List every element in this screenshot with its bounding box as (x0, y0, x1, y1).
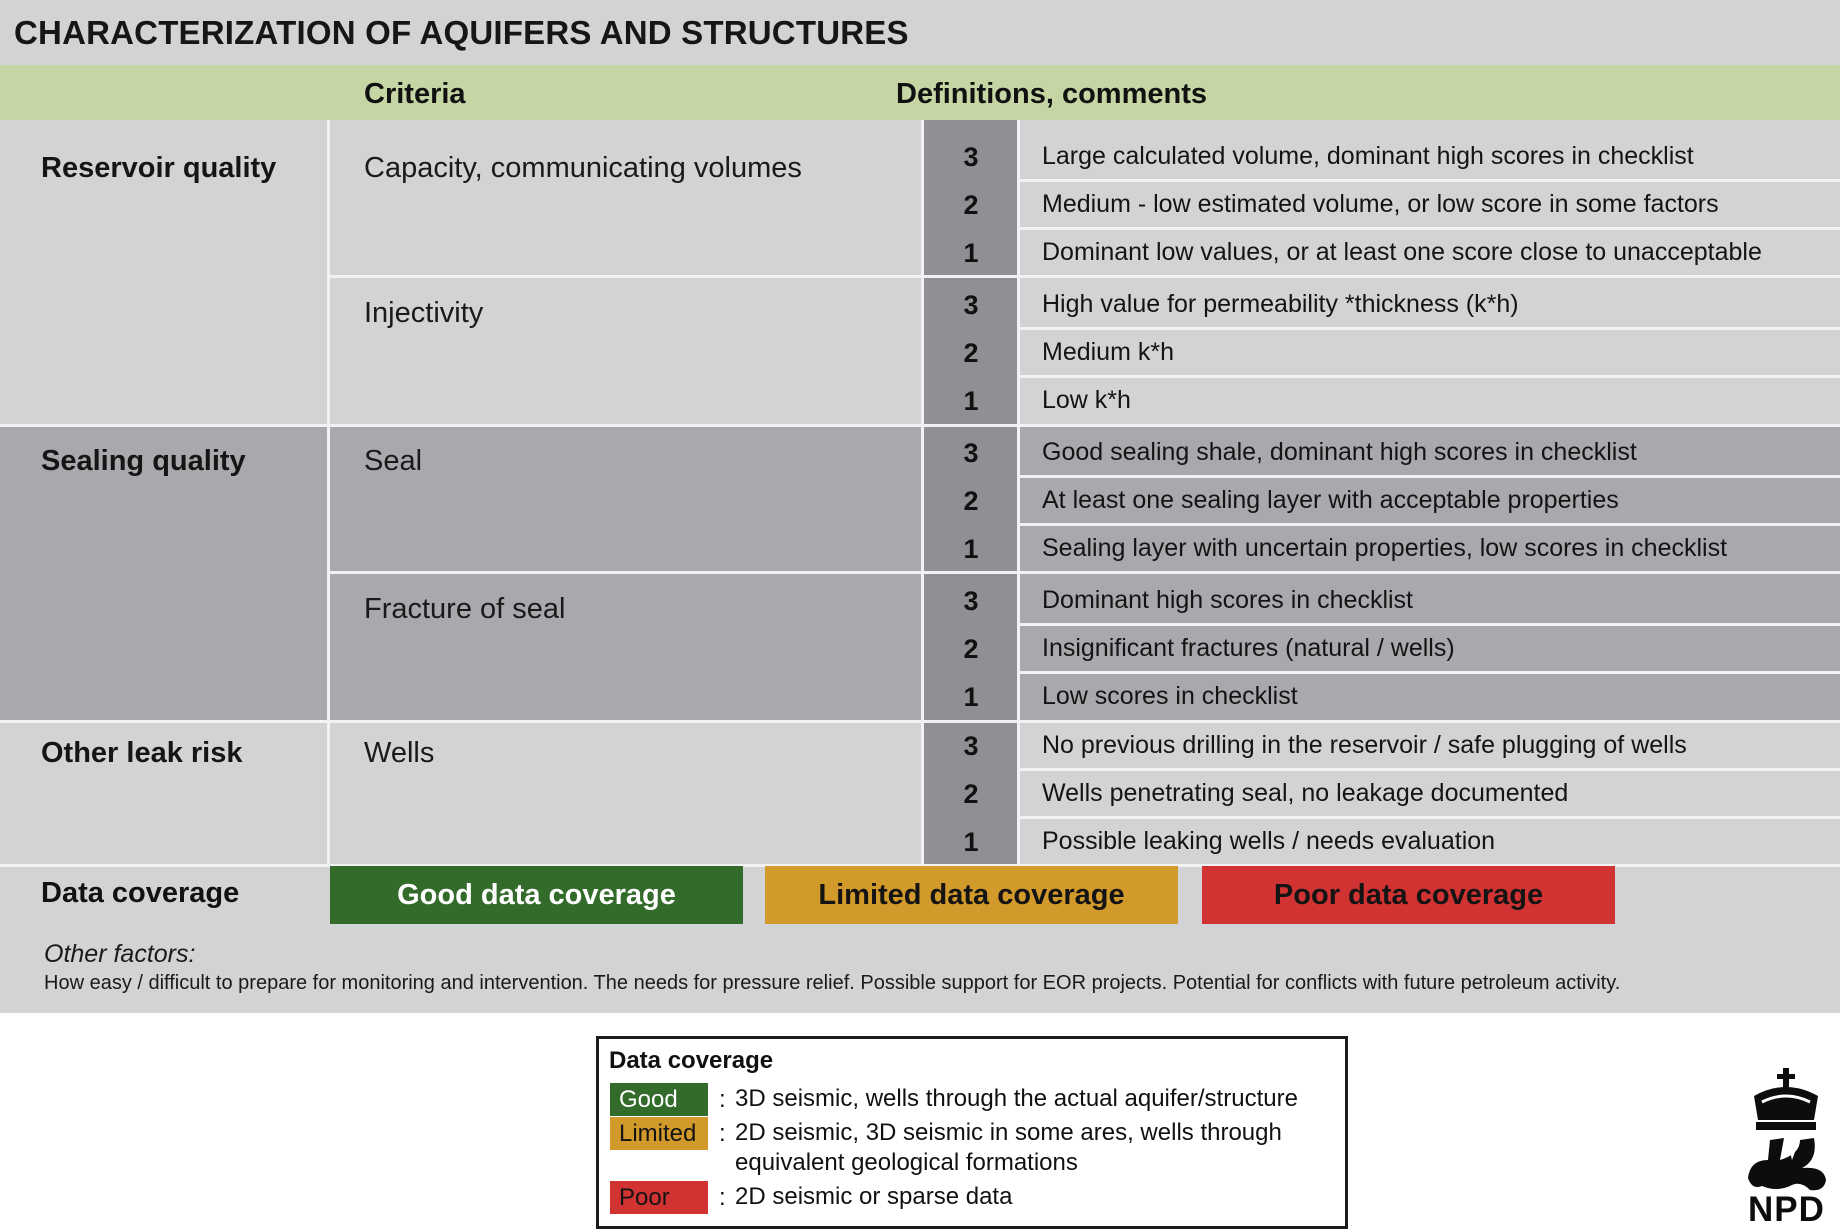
score-value: 2 (963, 634, 979, 664)
score-value: 3 (963, 290, 979, 320)
score-value: 3 (963, 731, 979, 761)
header-definitions: Definitions, comments (896, 78, 1207, 110)
other-factors-title: Other factors: (44, 940, 196, 968)
definition-text: Good sealing shale, dominant high scores in checklist (1042, 438, 1637, 466)
score-value: 1 (963, 827, 979, 857)
definition-text: Insignificant fractures (natural / wells) (1042, 634, 1455, 662)
category-reservoir-quality: Reservoir quality (41, 152, 277, 184)
divider-vertical (327, 120, 330, 866)
divider-horizontal (1019, 768, 1840, 771)
npd-logo-text: NPD (1748, 1190, 1825, 1229)
header-criteria: Criteria (364, 78, 466, 110)
divider-horizontal (1019, 375, 1840, 378)
other-factors-text: How easy / difficult to prepare for monitoring and intervention. The needs for pressure relief. Possible support for EOR projects. Potential for conflicts with future petroleum activity. (44, 972, 1621, 994)
criteria-wells: Wells (364, 737, 435, 769)
divider-horizontal (1019, 623, 1840, 626)
poor-coverage-text: Poor data coverage (1273, 878, 1544, 911)
definition-text: At least one sealing layer with acceptable properties (1042, 486, 1619, 514)
definition-text: High value for permeability *thickness (k*h) (1042, 290, 1519, 318)
data-coverage-label: Data coverage (41, 877, 240, 909)
legend-limited-desc: 2D seismic, 3D seismic in some ares, wells through equivalent geological formations (735, 1119, 1282, 1176)
score-value: 1 (963, 534, 979, 564)
score-value: 3 (963, 438, 979, 468)
definition-text: Sealing layer with uncertain properties, low scores in checklist (1042, 534, 1728, 562)
score-value: 1 (963, 238, 979, 268)
score-value: 3 (963, 142, 979, 172)
divider-horizontal (1019, 227, 1840, 230)
definition-text: Dominant high scores in checklist (1042, 586, 1413, 614)
limited-coverage-badge (765, 866, 1178, 924)
divider-horizontal (329, 275, 1840, 278)
definition-text: Medium - low estimated volume, or low score in some factors (1042, 190, 1719, 218)
score-value: 2 (963, 486, 979, 516)
poor-coverage-badge (1202, 866, 1615, 924)
good-coverage-text: Good data coverage (397, 878, 676, 911)
score-value: 2 (963, 779, 979, 809)
criteria-fracture-of-seal: Fracture of seal (364, 593, 566, 625)
data-coverage-legend (596, 1036, 1348, 1229)
legend-good-swatch: Good (610, 1083, 708, 1116)
divider-horizontal (1019, 816, 1840, 819)
score-value: 1 (963, 682, 979, 712)
divider-horizontal (0, 720, 1840, 723)
legend-title: Data coverage (609, 1047, 774, 1074)
category-other-leak-risk: Other leak risk (41, 737, 243, 769)
divider-horizontal (1019, 671, 1840, 674)
legend-limited-swatch: Limited (610, 1117, 708, 1150)
score-value: 2 (963, 338, 979, 368)
definition-text: Possible leaking wells / needs evaluation (1042, 827, 1496, 855)
limited-coverage-text: Limited data coverage (818, 878, 1125, 911)
category-sealing-quality: Sealing quality (41, 445, 246, 477)
definition-text: Low k*h (1042, 386, 1131, 414)
legend-good-desc: 3D seismic, wells through the actual aquifer/structure (735, 1085, 1298, 1112)
legend-poor-desc: 2D seismic or sparse data (735, 1183, 1013, 1210)
definition-text: No previous drilling in the reservoir / safe plugging of wells (1042, 731, 1687, 759)
definition-text: Low scores in checklist (1042, 682, 1298, 710)
legend-colon: : (719, 1120, 726, 1147)
score-value: 3 (963, 586, 979, 616)
definition-text: Large calculated volume, dominant high scores in checklist (1042, 142, 1694, 170)
divider-horizontal (1019, 523, 1840, 526)
definition-text: Medium k*h (1042, 338, 1174, 366)
score-value: 2 (963, 190, 979, 220)
definition-text: Dominant low values, or at least one score close to unacceptable (1042, 238, 1762, 266)
legend-poor-swatch: Poor (610, 1181, 708, 1214)
divider-horizontal (1019, 475, 1840, 478)
legend-colon: : (719, 1086, 726, 1113)
divider-horizontal (0, 424, 1840, 427)
criteria-capacity: Capacity, communicating volumes (364, 152, 802, 184)
divider-horizontal (1019, 179, 1840, 182)
definition-text: Wells penetrating seal, no leakage documented (1042, 779, 1569, 807)
score-value: 1 (963, 386, 979, 416)
legend-colon: : (719, 1184, 726, 1211)
good-coverage-badge (330, 866, 743, 924)
criteria-injectivity: Injectivity (364, 297, 484, 329)
criteria-seal: Seal (364, 445, 423, 477)
divider-horizontal (329, 571, 1840, 574)
page-title: CHARACTERIZATION OF AQUIFERS AND STRUCTURES (14, 14, 909, 51)
divider-horizontal (1019, 327, 1840, 330)
